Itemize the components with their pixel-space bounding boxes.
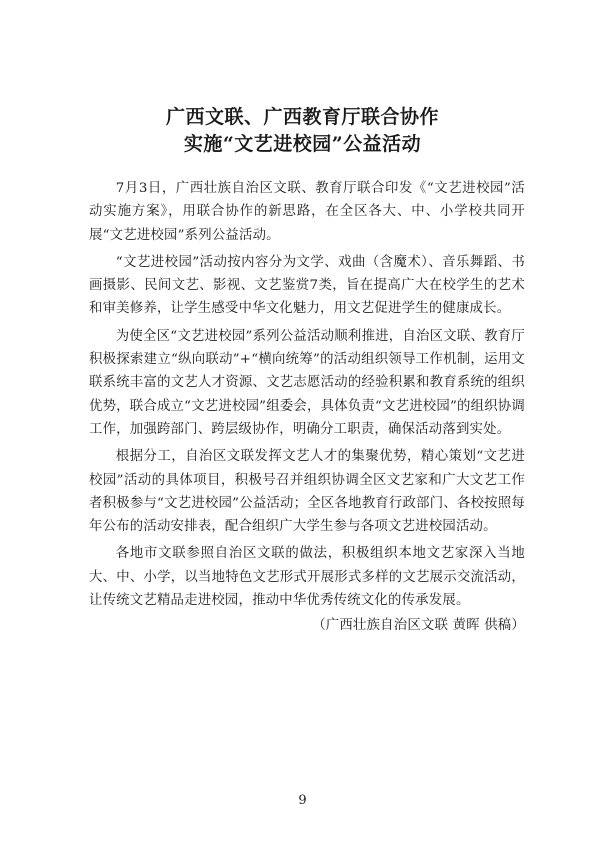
page-number: 9 [298, 793, 307, 808]
paragraph-3: 为使全区“文艺进校园”系列公益活动顺利推进，自治区文联、教育厅积极探索建立“纵向联动”+“横向统筹”的活动组织领导工作机制，运用文联系统丰富的文艺人才资源、文艺志愿活动的经验积累和教育系统的组织优势，联合成立“文艺进校园”组委会，具体负责“文艺进校园”的组织协调工作，加强跨部门、跨层级协作，明确分工职责，确保活动落到实处。 [89, 328, 525, 437]
paragraph-5: 各地市文联参照自治区文联的做法，积极组织本地文艺家深入当地大、中、小学，以当地特色文艺形式开展形式多样的文艺展示交流活动，让传统文艺精品走进校园，推动中华优秀传统文化的传承发展。 [89, 546, 525, 609]
article-body [89, 177, 525, 638]
paragraph-2: “文艺进校园”活动按内容分为文学、戏曲（含魔术）、音乐舞蹈、书画摄影、民间文艺、影视、文艺鉴赏7类，旨在提高广大在校学生的艺术和审美修养，让学生感受中华文化魅力，用文艺促进学生的健康成长。 [89, 254, 525, 317]
article-title-line-1: 广西文联、广西教育厅联合协作 [165, 106, 439, 128]
source-credit: （广西壮族自治区文联 黄晖 供稿） [312, 618, 525, 634]
paragraph-4: 根据分工，自治区文联发挥文艺人才的集聚优势，精心策划“文艺进校园”活动的具体项目，积极号召并组织协调全区文艺家和广大文艺工作者积极参与“文艺进校园”公益活动；全区各地教育行政部门、各校按照每年公布的活动安排表，配合组织广大学生参与各项文艺进校园活动。 [89, 449, 525, 535]
article-title-line-2: 实施“文艺进校园”公益活动 [183, 133, 422, 155]
paragraph-1: 7月3日，广西壮族自治区文联、教育厅联合印发《“文艺进校园”活动实施方案》，用联合协作的新思路，在全区各大、中、小学校共同开展“文艺进校园”系列公益活动。 [89, 181, 525, 243]
